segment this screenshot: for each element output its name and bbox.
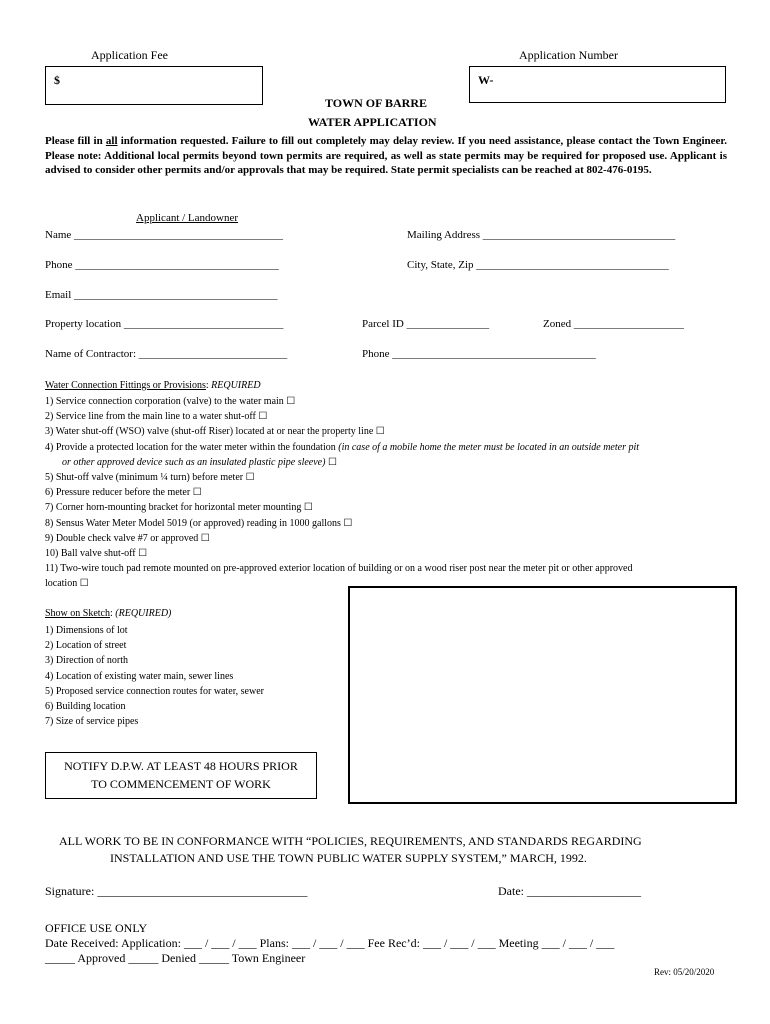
name-field[interactable]: Name ______________________________________ (45, 229, 284, 241)
intro-all: all (105, 135, 118, 147)
sketch-item: 3) Direction of north (45, 655, 129, 667)
fitting-item[interactable] (45, 440, 639, 455)
sketch-area[interactable] (348, 586, 737, 804)
fitting-item[interactable]: 10) Ball valve shut-off ☐ (45, 548, 148, 560)
fitting-item[interactable]: 5) Shut-off valve (minimum ¼ turn) before meter ☐ (45, 472, 255, 484)
office-approval-line[interactable]: _____ Approved _____ Denied _____ Town Engineer (45, 951, 306, 965)
checkbox-icon[interactable]: ☐ (325, 456, 337, 468)
fittings-required: REQUIRED (211, 380, 261, 391)
notify-line2: TO COMMENCEMENT OF WORK (91, 777, 271, 791)
property-location-field[interactable]: Property location _____________________________ (45, 318, 284, 330)
conformance-line1: ALL WORK TO BE IN CONFORMANCE WITH “POLICIES, REQUIREMENTS, AND STANDARDS REGARDING (59, 834, 642, 848)
fitting-item[interactable]: location ☐ (45, 578, 89, 590)
sketch-item: 2) Location of street (45, 640, 127, 652)
signature-field[interactable]: Signature: ___________________________________ (45, 884, 308, 898)
intro-post: information requested. Failure to fill out completely may delay review. If you need assistance, please contact the Town Engineer. Please note: Additional local permits beyond town permits are required, as well as state permits may be required for proposed use. Applicant is advised to consider other permits and/or approvals that may be required. State permit specialists can be reached at 802-476-0195. (45, 135, 728, 176)
fitting-item[interactable]: 2) Service line from the main line to a water shut-off ☐ (45, 411, 268, 423)
fitting-item[interactable]: 9) Double check valve #7 or approved ☐ (45, 532, 210, 544)
fitting-item[interactable]: 6) Pressure reducer before the meter ☐ (45, 487, 202, 499)
application-number-label: Application Number (519, 48, 618, 62)
fitting-item[interactable]: 7) Corner horn-mounting bracket for horizontal meter mounting ☐ (45, 502, 313, 514)
sketch-required: (REQUIRED) (115, 608, 172, 619)
form-title: WATER APPLICATION (308, 115, 437, 129)
sketch-heading: Show on Sketch: (REQUIRED) (45, 608, 172, 619)
notify-line1: NOTIFY D.P.W. AT LEAST 48 HOURS PRIOR (64, 759, 298, 773)
office-use-heading: OFFICE USE ONLY (45, 921, 148, 935)
fitting-item-4-note: (in case of a mobile home the meter must be located in an outside meter pit (338, 441, 640, 453)
fittings-heading: Water Connection Fittings or Provisions: REQUIRED (45, 380, 261, 391)
contractor-phone-field[interactable]: Phone _____________________________________ (362, 348, 596, 360)
contractor-name-field[interactable]: Name of Contractor: ___________________________ (45, 348, 288, 360)
application-fee-field[interactable] (45, 66, 263, 105)
town-title: TOWN OF BARRE (325, 96, 428, 110)
application-number-field[interactable] (469, 66, 726, 103)
parcel-id-field[interactable]: Parcel ID _______________ (362, 318, 490, 330)
revision-date: Rev: 05/20/2020 (654, 967, 715, 977)
intro-paragraph (45, 134, 727, 178)
zoned-field[interactable]: Zoned ____________________ (543, 318, 684, 330)
conformance-line2: INSTALLATION AND USE THE TOWN PUBLIC WATER SUPPLY SYSTEM,” MARCH, 1992. (110, 851, 587, 865)
application-number-prefix: W- (478, 73, 494, 87)
sketch-item: 7) Size of service pipes (45, 716, 139, 728)
sketch-list (45, 623, 264, 729)
phone-field[interactable]: Phone _____________________________________ (45, 259, 279, 271)
fitting-item[interactable]: 1) Service connection corporation (valve) to the water main ☐ (45, 396, 296, 407)
fittings-heading-text: Water Connection Fittings or Provisions (45, 380, 206, 391)
notify-box (45, 752, 317, 799)
fee-dollar-sign: $ (54, 73, 60, 87)
application-fee-label: Application Fee (91, 48, 168, 62)
sketch-item: 4) Location of existing water main, sewer lines (45, 670, 234, 682)
office-dates-line[interactable]: Date Received: Application: ___ / ___ / ___ Plans: ___ / ___ / ___ Fee Rec’d: ___ / ___ / ___ Meeting ___ / ___ / ___ (45, 936, 615, 950)
applicant-heading: Applicant / Landowner (136, 212, 239, 224)
fitting-item[interactable]: 8) Sensus Water Meter Model 5019 (or approved) reading in 1000 gallons ☐ (45, 517, 353, 529)
city-state-zip-field[interactable]: City, State, Zip ___________________________________ (407, 259, 669, 271)
fitting-item-4-text: 4) Provide a protected location for the water meter within the foundation (45, 441, 336, 453)
mailing-address-field[interactable]: Mailing Address ___________________________________ (407, 229, 676, 241)
sketch-item: 1) Dimensions of lot (45, 625, 128, 636)
email-field[interactable]: Email _____________________________________ (45, 289, 278, 301)
sketch-item: 5) Proposed service connection routes for water, sewer (45, 685, 264, 697)
fitting-item[interactable]: 3) Water shut-off (WSO) valve (shut-off Riser) located at or near the property line ☐ (45, 426, 385, 438)
fitting-item-4-continued[interactable] (45, 455, 639, 470)
date-field[interactable]: Date: ___________________ (498, 884, 641, 898)
fitting-item[interactable]: 11) Two-wire touch pad remote mounted on pre-approved exterior location of building or on a wood riser post near the meter pit or other approved (45, 563, 633, 575)
sketch-heading-text: Show on Sketch (45, 608, 110, 619)
sketch-item: 6) Building location (45, 701, 126, 713)
intro-pre: Please fill in (45, 135, 106, 147)
fitting-item-4-note2: or other approved device such as an insulated plastic pipe sleeve) (62, 456, 326, 468)
fittings-list (45, 394, 639, 592)
